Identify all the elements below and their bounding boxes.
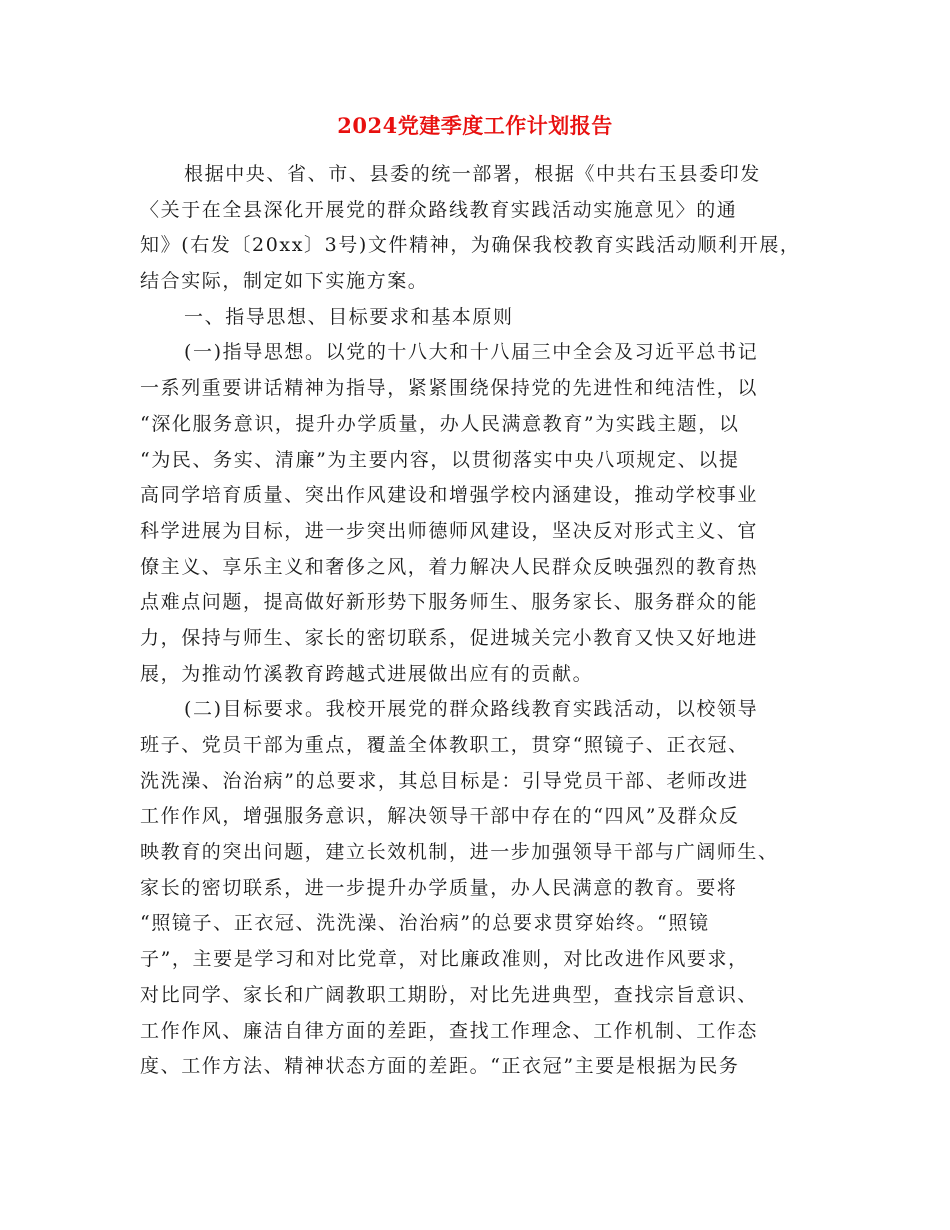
text-line: 工作作风、廉洁自律方面的差距，查找工作理念、工作机制、工作态 [140,1019,759,1042]
text-line: 一系列重要讲话精神为指导，紧紧围绕保持党的先进性和纯洁性，以 [140,377,759,400]
text-line: 科学进展为目标，进一步突出师德师风建设，坚决反对形式主义、官 [140,519,759,542]
text-line: 洗洗澡、治治病”的总要求，其总目标是：引导党员干部、老师改进 [140,769,749,792]
text-line: 对比同学、家长和广阔教职工期盼，对比先进典型，查找宗旨意识、 [140,983,759,1006]
text-line: “深化服务意识，提升办学质量，办人民满意教育”为实践主题，以 [140,412,740,435]
text-line: “照镜子、正衣冠、洗洗澡、治治病”的总要求贯穿始终。“照镜 [140,912,710,935]
text-line: 班子、党员干部为重点，覆盖全体教职工，贯穿“照镜子、正衣冠、 [140,734,749,756]
text-line: 根据中央、省、市、县委的统一部署，根据《中共右玉县委印发 [184,163,761,185]
text-line: 僚主义、享乐主义和奢侈之风，着力解决人民群众反映强烈的教育热 [140,555,759,578]
text-line: 一、指导思想、目标要求和基本原则 [184,305,514,328]
text-line: 度、工作方法、精神状态方面的差距。“正衣冠”主要是根据为民务 [140,1055,740,1078]
text-line: (一)指导思想。以党的十八大和十八届三中全会及习近平总书记 [184,341,759,364]
text-line: 〈关于在全县深化开展党的群众路线教育实践活动实施意见〉的通 [140,198,738,221]
text-line: 工作作风，增强服务意识，解决领导干部中存在的“四风”及群众反 [140,805,740,828]
text-line: “为民、务实、清廉”为主要内容，以贯彻落实中央八项规定、以提 [140,448,740,471]
text-line: 知》(右发〔20xx〕3号)文件精神，为确保我校教育实践活动顺利开展， [140,234,801,257]
text-line: 展，为推动竹溪教育跨越式进展做出应有的贡献。 [140,662,594,685]
text-line: 高同学培育质量、突出作风建设和增强学校内涵建设，推动学校事业 [140,484,759,507]
text-line: 点难点问题，提高做好新形势下服务师生、服务家长、服务群众的能 [140,591,759,614]
text-line: 映教育的突出问题，建立长效机制，进一步加强领导干部与广阔师生、 [140,841,779,864]
document-body [140,157,830,1085]
document-title: 2024党建季度工作计划报告 [337,113,613,138]
text-line: 家长的密切联系，进一步提升办学质量，办人民满意的教育。要将 [140,876,738,899]
text-line: 子”，主要是学习和对比党章，对比廉政准则，对比改进作风要求， [140,948,749,971]
text-line: 力，保持与师生、家长的密切联系，促进城关完小教育又快又好地进 [140,626,759,649]
text-line: 结合实际，制定如下实施方案。 [140,270,429,293]
text-line: (二)目标要求。我校开展党的群众路线教育实践活动，以校领导 [184,698,759,721]
